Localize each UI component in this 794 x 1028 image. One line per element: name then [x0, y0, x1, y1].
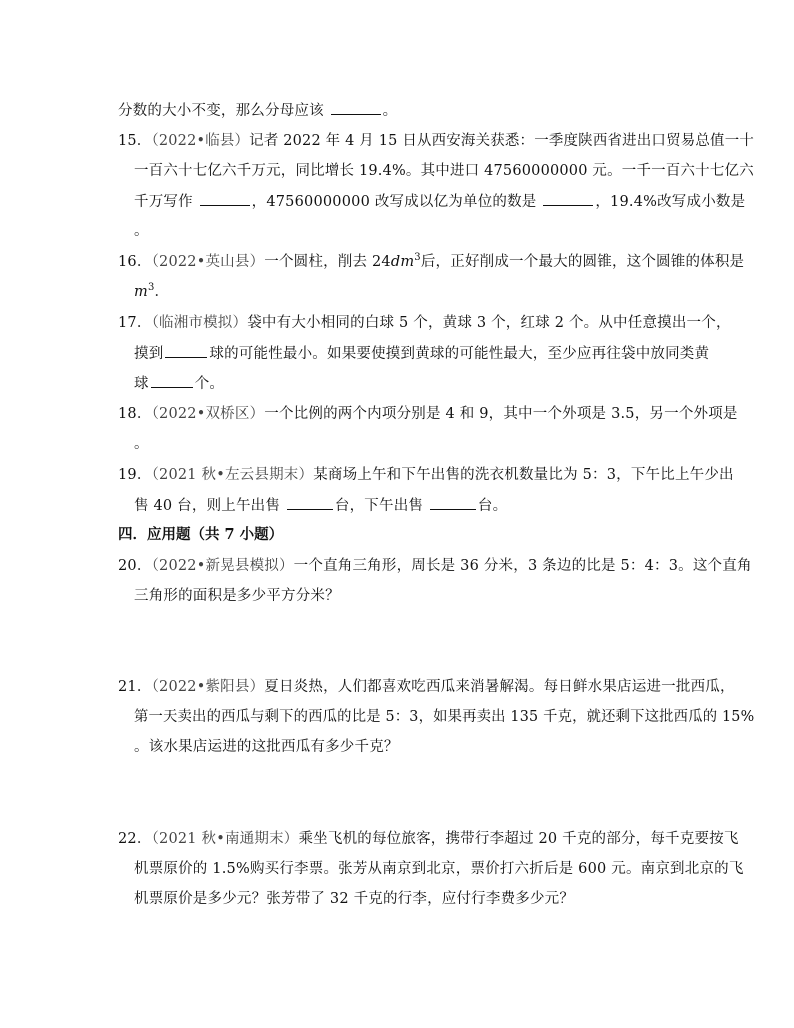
question-number: 18．: [118, 406, 152, 422]
question-text: 三角形的面积是多少平方分米？: [134, 588, 340, 604]
question-21-line-2: [134, 707, 754, 727]
answer-blank: [200, 191, 250, 206]
superscript: 3: [414, 252, 421, 264]
question-text: 个。: [194, 376, 225, 392]
unit-text: dm: [390, 254, 415, 270]
question-18: [118, 404, 738, 424]
text: 。: [382, 103, 398, 119]
question-source: （2022•新晃县模拟）: [151, 558, 294, 574]
question-18-line-2: [134, 434, 149, 454]
answer-blank: [543, 191, 593, 206]
question-text: ．: [154, 284, 170, 300]
question-source: （2022•双桥区）: [151, 406, 265, 422]
question-text: 售 40 台，则上午出售: [134, 498, 281, 514]
question-text: 一个直角三角形，周长是 36 分米，3 条边的比是 5：4：3。这个直角: [293, 558, 752, 574]
question-text: 一个圆柱，削去 24: [264, 254, 391, 270]
question-15-line-3: [134, 191, 745, 212]
question-text: 某商场上午和下午出售的洗衣机数量比为 5：3，下午比上午少出: [313, 467, 734, 483]
question-number: 21．: [118, 679, 152, 695]
question-15-line-4: [134, 221, 149, 241]
question-text: 一个比例的两个内项分别是 4 和 9，其中一个外项是 3.5，另一个外项是: [264, 406, 738, 422]
question-text: 袋中有大小相同的白球 5 个，黄球 3 个，红球 2 个。从中任意摸出一个，: [247, 315, 731, 331]
question-20: [118, 556, 752, 576]
question-source: （临湘市模拟）: [151, 315, 248, 331]
answer-blank: [331, 100, 381, 115]
question-17-line-2: [134, 343, 709, 364]
answer-blank: [430, 495, 476, 510]
question-22-line-2: [134, 859, 744, 879]
question-15-line-2: [134, 161, 754, 181]
question-text: 第一天卖出的西瓜与剩下的西瓜的比是 5：3，如果再卖出 135 千克，就还剩下这批西瓜的 15%: [134, 709, 755, 725]
question-source: （2021 秋•左云县期末）: [151, 467, 314, 483]
question-22: [118, 829, 739, 849]
question-text: 机票原价的 1.5%购买行李票。张芳从南京到北京，票价打六折后是 600 元。南京到北京的飞: [134, 861, 744, 877]
answer-blank: [151, 373, 193, 388]
question-text: 。该水果店运进的这批西瓜有多少千克？: [134, 739, 399, 755]
question-text: 记者 2022 年 4 月 15 日从西安海关获悉：一季度陕西省进出口贸易总值一十: [249, 133, 755, 149]
question-number: 22．: [118, 831, 152, 847]
question-text: ，19.4%改写成小数是: [595, 194, 746, 210]
superscript: 3: [147, 282, 155, 294]
question-number: 17．: [118, 315, 152, 331]
question-number: 20．: [118, 558, 152, 574]
answer-blank: [165, 343, 207, 358]
question-19-line-2: [134, 495, 507, 516]
question-text: 千万写作: [134, 194, 193, 210]
question-text: 夏日炎热，人们都喜欢吃西瓜来消暑解渴。每日鲜水果店运进一批西瓜，: [264, 679, 735, 695]
question-17: [118, 313, 731, 333]
question-text: 一百六十七亿六千万元，同比增长 19.4%。其中进口 47560000000 元。一千一百六十七亿六: [134, 163, 754, 179]
question-text: 乘坐飞机的每位旅客，携带行李超过 20 千克的部分，每千克要按飞: [298, 831, 739, 847]
question-text: ，47560000000 改写成以亿为单位的数是: [251, 194, 537, 210]
question-21-line-3: [134, 737, 399, 757]
question-text: 台，下午出售: [334, 498, 424, 514]
question-16-line-2: [134, 282, 169, 302]
question-16: [118, 252, 744, 272]
question-text: 后，正好削成一个最大的圆锥，这个圆锥的体积是: [420, 254, 745, 270]
answer-blank: [287, 495, 333, 510]
question-number: 19．: [118, 467, 152, 483]
question-text: 球: [134, 376, 149, 392]
question-number: 15．: [118, 133, 152, 149]
unit-text: m: [134, 284, 148, 300]
question-text: 。: [134, 436, 149, 452]
question-text: 摸到: [134, 346, 164, 362]
question-text: 。: [134, 223, 149, 239]
question-number: 16．: [118, 254, 152, 270]
section-heading: 四．应用题（共 7 小题）: [118, 526, 284, 543]
question-text: 机票原价是多少元？张芳带了 32 千克的行李，应付行李费多少元？: [134, 891, 575, 907]
question-15: [118, 131, 754, 151]
question-17-line-3: [134, 373, 224, 394]
question-20-line-2: [134, 586, 340, 606]
question-text: 球的可能性最小。如果要使摸到黄球的可能性最大，至少应再往袋中放同类黄: [209, 346, 710, 362]
question-source: （2021 秋•南通期末）: [151, 831, 299, 847]
question-text: 台。: [477, 498, 508, 514]
question-source: （2022•英山县）: [151, 254, 265, 270]
question-source: （2022•紫阳县）: [151, 679, 265, 695]
question-22-line-3: [134, 889, 574, 909]
question-19: [118, 465, 734, 485]
text: 分数的大小不变，那么分母应该: [118, 103, 324, 119]
question-21: [118, 677, 735, 697]
line-fraction-denominator: [118, 100, 397, 121]
question-source: （2022•临县）: [151, 133, 250, 149]
